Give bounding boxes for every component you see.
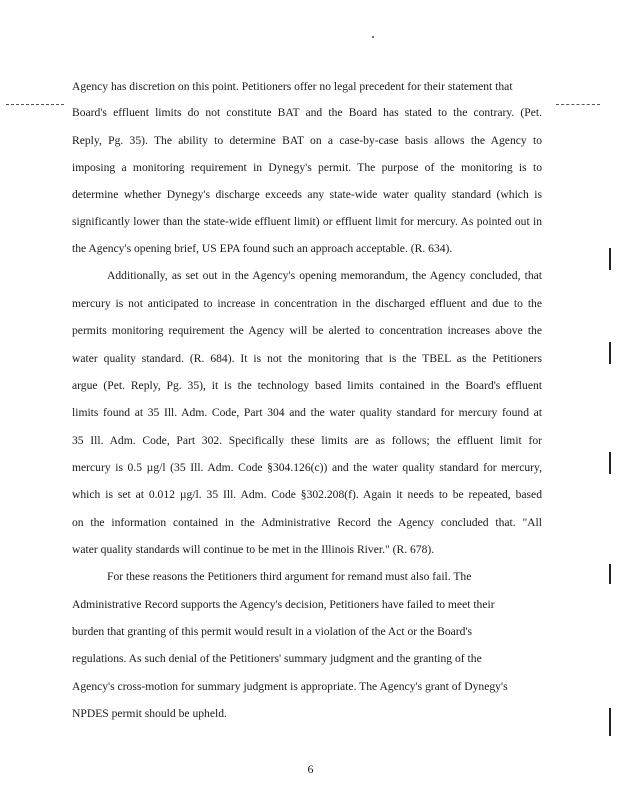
text-line: mercury is 0.5 µg/l (35 Ill. Adm. Code §304.126(c)) and the water quality standard for mercury, [72, 461, 542, 474]
text-line: permits monitoring requirement the Agency will be alerted to concentration increases above the [72, 324, 542, 337]
right-margin-dash [556, 104, 600, 105]
text-line: 35 Ill. Adm. Code, Part 302. Specifically these limits are as follows; the effluent limit for [72, 434, 542, 447]
text-line: mercury is not anticipated to increase in concentration in the discharged effluent and due to the [72, 297, 542, 310]
text-line: Additionally, as set out in the Agency's opening memorandum, the Agency concluded, that [107, 269, 542, 282]
text-line: significantly lower than the state-wide effluent limit) or effluent limit for mercury. As pointed out in [72, 215, 542, 228]
text-line: NPDES permit should be upheld. [72, 707, 227, 720]
text-line: limits found at 35 Ill. Adm. Code, Part 304 and the water quality standard for mercury found at [72, 406, 542, 419]
text-line: water quality standards will continue to be met in the Illinois River." (R. 678). [72, 543, 435, 556]
text-line: water quality standard. (R. 684). It is not the monitoring that is the TBEL as the Petitioners [72, 352, 542, 365]
right-margin-bar [609, 248, 611, 270]
text-line: the Agency's opening brief, US EPA found such an approach acceptable. (R. 634). [72, 242, 453, 255]
text-line: imposing a monitoring requirement in Dynegy's permit. The purpose of the monitoring is to [72, 161, 542, 174]
text-line: Reply, Pg. 35). The ability to determine BAT on a case-by-case basis allows the Agency to [72, 134, 542, 147]
right-margin-bar [609, 708, 611, 736]
text-line: which is set at 0.012 µg/l. 35 Ill. Adm. Code §302.208(f). Again it needs to be repeated, based [72, 488, 542, 501]
right-margin-bar [609, 452, 611, 474]
right-margin-bar [609, 564, 611, 584]
text-line: Agency's cross-motion for summary judgment is appropriate. The Agency's grant of Dynegy's [72, 680, 508, 693]
text-line: determine whether Dynegy's discharge exceeds any state-wide water quality standard (which is [72, 188, 542, 201]
text-line: regulations. As such denial of the Petitioners' summary judgment and the granting of the [72, 652, 482, 665]
text-line: Administrative Record supports the Agency's decision, Petitioners have failed to meet their [72, 598, 495, 611]
text-line: on the information contained in the Administrative Record the Agency concluded that. "All [72, 516, 542, 529]
page-number: 6 [307, 762, 314, 776]
text-line: For these reasons the Petitioners third argument for remand must also fail. The [107, 570, 472, 583]
text-line: Board's effluent limits do not constitute BAT and the Board has stated to the contrary. (Pet. [72, 106, 542, 119]
text-line: burden that granting of this permit would result in a violation of the Act or the Board's [72, 625, 473, 638]
right-margin-bar [609, 342, 611, 364]
scan-speck [372, 36, 374, 38]
text-line: argue (Pet. Reply, Pg. 35), it is the technology based limits contained in the Board's effluent [72, 379, 542, 392]
text-line: Agency has discretion on this point. Petitioners offer no legal precedent for their statement that [72, 80, 513, 93]
left-margin-dash [6, 104, 64, 105]
